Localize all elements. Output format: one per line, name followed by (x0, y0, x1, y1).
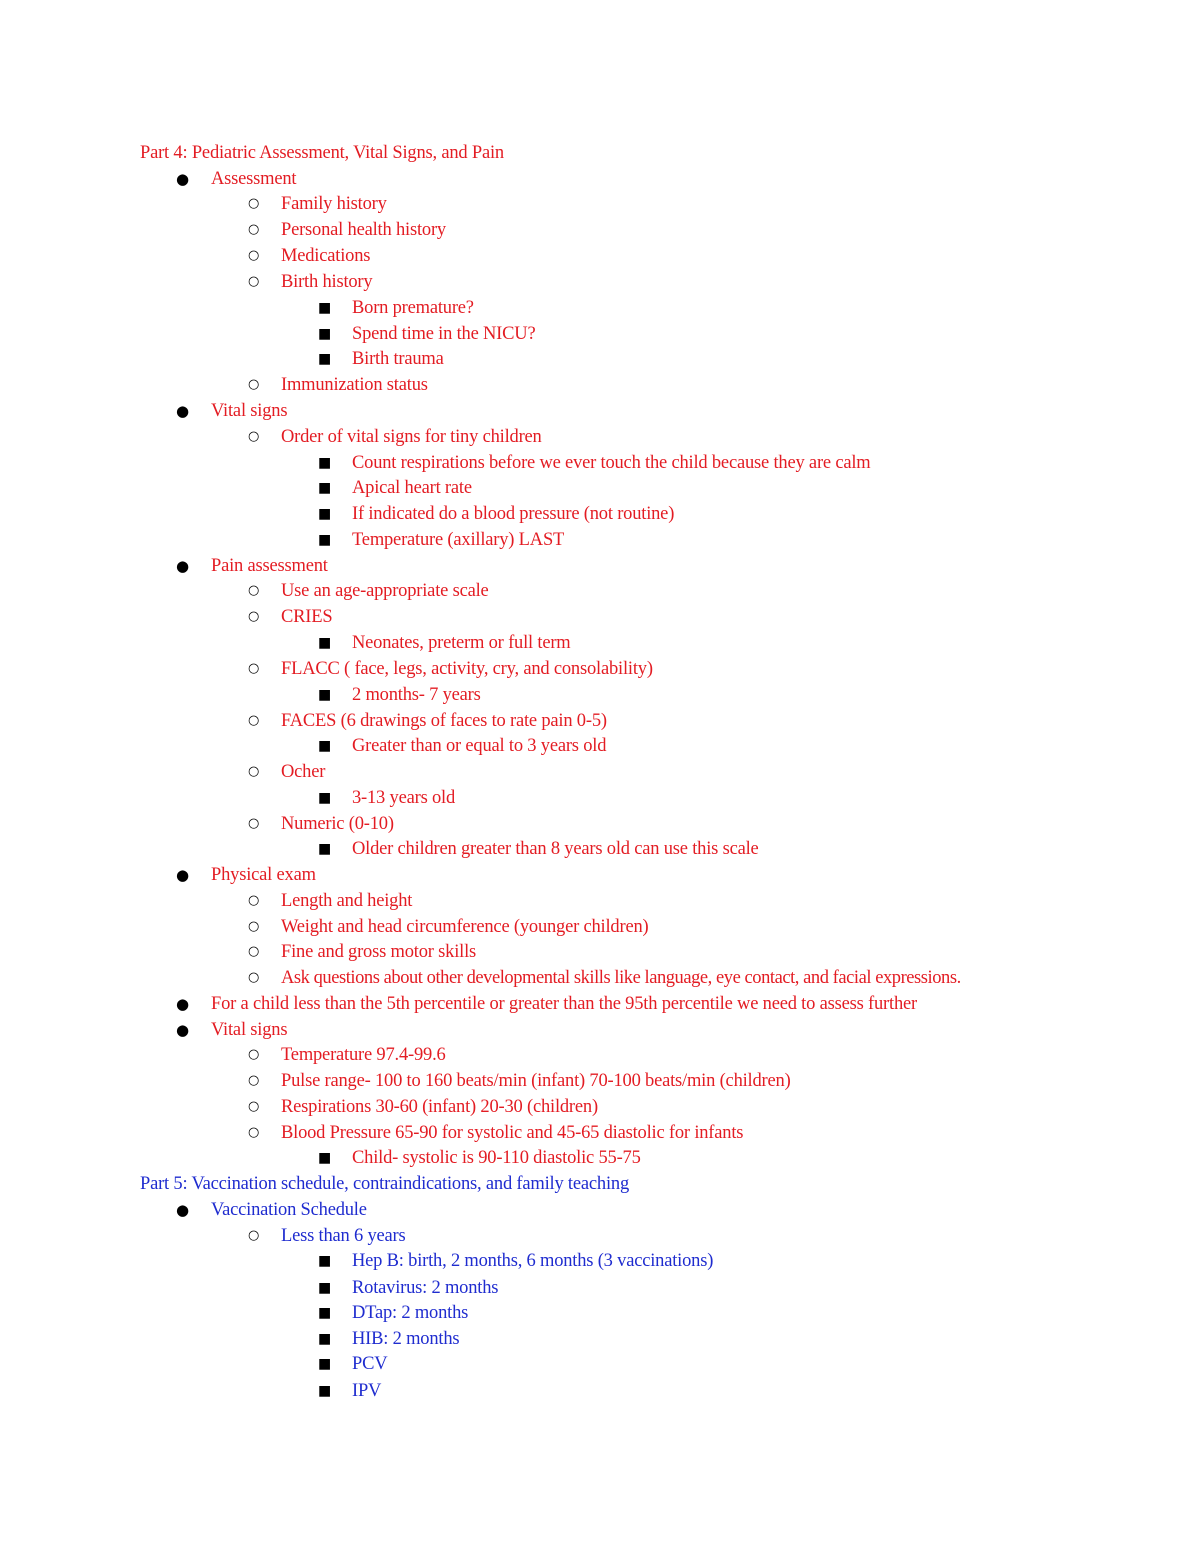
flacc-scale-detail: 2 months- 7 years (352, 685, 481, 705)
faces-scale-detail: Greater than or equal to 3 years old (352, 736, 607, 756)
birth-history-item: Birth history (281, 272, 373, 292)
bullet-hollow: ○ (248, 764, 260, 779)
vital-order-step: Temperature (axillary) LAST (352, 530, 565, 550)
bullet-hollow: ○ (248, 222, 260, 237)
numeric-scale-detail: Older children greater than 8 years old can use this scale (352, 839, 759, 859)
vaccination-schedule-heading: Vaccination Schedule (211, 1200, 367, 1220)
bullet-hollow: ○ (248, 1228, 260, 1243)
child-bp-range: Child- systolic is 90-110 diastolic 55-75 (352, 1148, 641, 1168)
personal-health-history-item: Personal health history (281, 220, 446, 240)
vaccine-item: Hep B: birth, 2 months, 6 months (3 vaccinations) (352, 1251, 714, 1271)
age-group-item: Less than 6 years (281, 1226, 406, 1246)
bullet-hollow: ○ (248, 1047, 260, 1062)
vital-order-item: Order of vital signs for tiny children (281, 427, 542, 447)
vital-order-step: Count respirations before we ever touch the child because they are calm (352, 453, 871, 473)
bullet-hollow: ○ (248, 661, 260, 676)
bullet-square: ■ (318, 326, 332, 342)
ocher-scale-detail: 3-13 years old (352, 788, 456, 808)
bullet-square: ■ (318, 532, 332, 548)
bullet-square: ■ (318, 480, 332, 496)
pulse-range: Pulse range- 100 to 160 beats/min (infant) 70-100 beats/min (children) (281, 1071, 791, 1091)
bullet-hollow: ○ (248, 274, 260, 289)
physical-exam-item: Weight and head circumference (younger children) (281, 917, 649, 937)
age-scale-item: Use an age-appropriate scale (281, 581, 489, 601)
cries-scale-detail: Neonates, preterm or full term (352, 633, 571, 653)
flacc-scale-item: FLACC ( face, legs, activity, cry, and consolability) (281, 659, 653, 679)
bullet-hollow: ○ (248, 1099, 260, 1114)
vaccine-item: Rotavirus: 2 months (352, 1278, 499, 1298)
percentile-note: For a child less than the 5th percentile or greater than the 95th percentile we need to assess further (211, 994, 917, 1014)
bullet-hollow: ○ (248, 970, 260, 985)
bullet-square: ■ (318, 687, 332, 703)
bullet-hollow: ○ (248, 816, 260, 831)
birth-history-detail: Birth trauma (352, 349, 444, 369)
bullet-filled: ● (176, 170, 189, 188)
bullet-hollow: ○ (248, 377, 260, 392)
vital-order-step: Apical heart rate (352, 478, 472, 498)
ocher-scale-item: Ocher (281, 762, 326, 782)
bullet-hollow: ○ (248, 893, 260, 908)
vital-signs-heading: Vital signs (211, 401, 288, 421)
bullet-square: ■ (318, 1280, 332, 1296)
bullet-square: ■ (318, 506, 332, 522)
faces-scale-item: FACES (6 drawings of faces to rate pain 0-5) (281, 711, 607, 731)
bullet-filled: ● (176, 1021, 189, 1039)
physical-exam-item: Ask questions about other developmental skills like language, eye contact, and facial expressions. (281, 968, 961, 988)
bullet-square: ■ (318, 1331, 332, 1347)
blood-pressure-range: Blood Pressure 65-90 for systolic and 45-65 diastolic for infants (281, 1123, 744, 1143)
assessment-heading: Assessment (211, 169, 297, 189)
bullet-square: ■ (318, 1150, 332, 1166)
bullet-hollow: ○ (248, 713, 260, 728)
bullet-hollow: ○ (248, 944, 260, 959)
bullet-square: ■ (318, 1253, 332, 1269)
birth-history-detail: Spend time in the NICU? (352, 324, 536, 344)
bullet-hollow: ○ (248, 919, 260, 934)
medications-item: Medications (281, 246, 371, 266)
respirations-range: Respirations 30-60 (infant) 20-30 (children) (281, 1097, 598, 1117)
vital-order-step: If indicated do a blood pressure (not routine) (352, 504, 675, 524)
physical-exam-item: Length and height (281, 891, 413, 911)
bullet-filled: ● (176, 995, 189, 1013)
bullet-square: ■ (318, 1383, 332, 1399)
bullet-filled: ● (176, 557, 189, 575)
vaccine-item: HIB: 2 months (352, 1329, 460, 1349)
bullet-square: ■ (318, 1356, 332, 1372)
bullet-hollow: ○ (248, 583, 260, 598)
bullet-square: ■ (318, 300, 332, 316)
part5-heading: Part 5: Vaccination schedule, contraindications, and family teaching (140, 1174, 629, 1194)
pain-assessment-heading: Pain assessment (211, 556, 328, 576)
bullet-square: ■ (318, 635, 332, 651)
temperature-range: Temperature 97.4-99.6 (281, 1045, 446, 1065)
bullet-hollow: ○ (248, 609, 260, 624)
bullet-square: ■ (318, 841, 332, 857)
part4-heading: Part 4: Pediatric Assessment, Vital Signs, and Pain (140, 143, 504, 163)
physical-exam-heading: Physical exam (211, 865, 316, 885)
vaccine-item: PCV (352, 1354, 388, 1374)
bullet-hollow: ○ (248, 429, 260, 444)
numeric-scale-item: Numeric (0-10) (281, 814, 394, 834)
bullet-hollow: ○ (248, 248, 260, 263)
family-history-item: Family history (281, 194, 387, 214)
bullet-square: ■ (318, 738, 332, 754)
physical-exam-item: Fine and gross motor skills (281, 942, 477, 962)
birth-history-detail: Born premature? (352, 298, 474, 318)
cries-scale-item: CRIES (281, 607, 333, 627)
bullet-filled: ● (176, 866, 189, 884)
bullet-square: ■ (318, 351, 332, 367)
bullet-square: ■ (318, 1305, 332, 1321)
bullet-filled: ● (176, 1201, 189, 1219)
bullet-hollow: ○ (248, 196, 260, 211)
vaccine-item: IPV (352, 1381, 382, 1401)
bullet-hollow: ○ (248, 1125, 260, 1140)
bullet-filled: ● (176, 402, 189, 420)
immunization-status-item: Immunization status (281, 375, 428, 395)
vaccine-item: DTap: 2 months (352, 1303, 469, 1323)
vital-ranges-heading: Vital signs (211, 1020, 288, 1040)
bullet-square: ■ (318, 455, 332, 471)
bullet-square: ■ (318, 790, 332, 806)
bullet-hollow: ○ (248, 1073, 260, 1088)
